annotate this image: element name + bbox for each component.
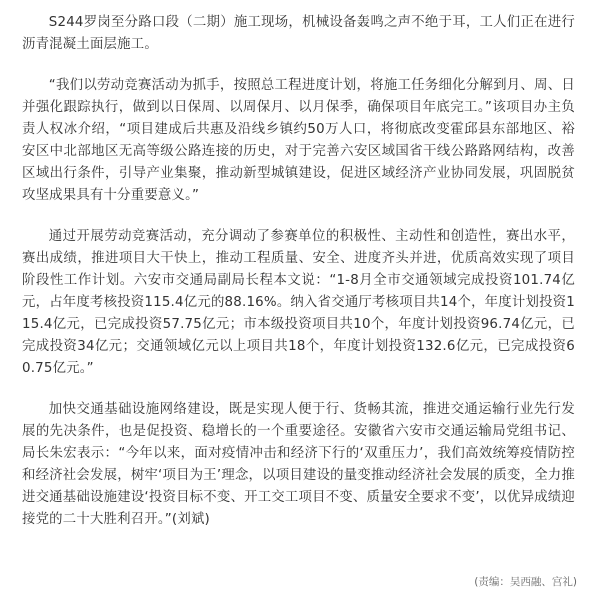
article-paragraph: 通过开展劳动竞赛活动，充分调动了参赛单位的积极性、主动性和创造性，赛出水平，赛出成绩，推进项目大干快上，推动工程质量、安全、进度齐头并进，优质高效实现了项目阶段性工作计划。六安市交通局副局长程本文说：“1-8月全市交通领域完成投资101.74亿元，占年度考核投资115.4亿元的88.16%。纳入省交通厅考核项目共14个，年度计划投资115.4亿元，已完成投资57.75亿元；市本级投资项目共10个，年度计划投资96.74亿元，已完成投资34亿元；交通领域亿元以上项目共18个，年度计划投资132.6亿元，已完成投资60.75亿元。” [22, 229, 575, 376]
editor-credit: (责编：吴西融、宫礼) [474, 576, 577, 588]
article-paragraph: S244罗岗至分路口段（二期）施工现场，机械设备轰鸣之声不绝于耳，工人们正在进行沥青混凝土面层施工。 [22, 15, 575, 52]
article-paragraph: “我们以劳动竞赛活动为抓手，按照总工程进度计划，将施工任务细化分解到月、周、日并强化跟踪执行，做到以日保周、以周保月、以月保季，确保项目年底完工。”该项目办主负责人权冰介绍，“项目建成后共惠及沿线乡镇约50万人口，将彻底改变霍邱县东部地区、裕安区中北部地区无高等级公路连接的历史，对于完善六安区域国省干线公路路网结构，改善区域出行条件，引导产业集聚，推动新型城镇建设，促进区域经济产业协同发展，巩固脱贫攻坚成果具有十分重要意义。” [22, 78, 575, 203]
article-paragraph: 加快交通基础设施网络建设，既是实现人便于行、货畅其流，推进交通运输行业先行发展的先决条件，也是促投资、稳增长的一个重要途径。安徽省六安市交通运输局党组书记、局长朱宏表示：“今年以来，面对疫情冲击和经济下行的‘双重压力’，我们高效统筹疫情防控和经济社会发展，树牢‘项目为王’理念，以项目建设的量变推动经济社会发展的质变，全力推进交通基础设施建设‘投资目标不变、开工交工项目不变、质量安全要求不变’，以优异成绩迎接党的二十大胜利召开。”(刘斌) [22, 402, 575, 527]
